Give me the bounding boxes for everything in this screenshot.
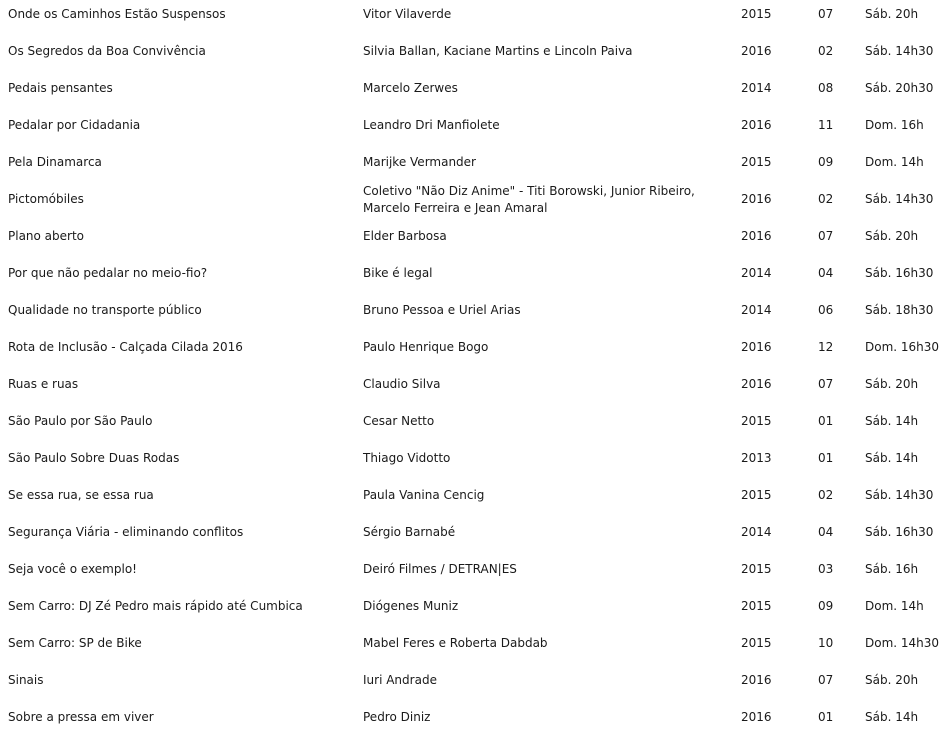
film-year: 2016	[741, 710, 772, 724]
film-year: 2016	[741, 340, 772, 354]
film-author: Bruno Pessoa e Uriel Arias	[363, 303, 521, 317]
film-author: Diógenes Muniz	[363, 599, 459, 613]
film-year: 2016	[741, 229, 772, 243]
film-month: 11	[818, 118, 834, 132]
film-year: 2015	[741, 414, 772, 428]
film-session: Sáb. 14h30	[865, 44, 934, 58]
film-year: 2015	[741, 155, 772, 169]
table-row	[0, 144, 942, 181]
film-author: Thiago Vidotto	[363, 451, 451, 465]
film-year: 2014	[741, 266, 772, 280]
film-session: Sáb. 20h	[865, 673, 919, 687]
film-author: Coletivo "Não Diz Anime" - Titi Borowski, Junior Ribeiro, Marcelo Ferreira e Jean Amaral	[363, 183, 695, 215]
film-title: Pedais pensantes	[8, 81, 113, 95]
film-month: 10	[818, 636, 834, 650]
film-title: Pedalar por Cidadania	[8, 118, 141, 132]
film-title: Por que não pedalar no meio-fio?	[8, 266, 208, 280]
film-month: 03	[818, 562, 834, 576]
film-title: Pictomóbiles	[8, 192, 84, 206]
film-title: Sem Carro: DJ Zé Pedro mais rápido até Cumbica	[8, 599, 303, 613]
film-month: 04	[818, 525, 834, 539]
film-author: Leandro Dri Manfiolete	[363, 118, 500, 132]
film-author: Elder Barbosa	[363, 229, 447, 243]
film-year: 2015	[741, 7, 772, 21]
table-row	[0, 292, 942, 329]
film-session: Dom. 16h30	[865, 340, 940, 354]
film-month: 07	[818, 673, 834, 687]
film-session: Sáb. 18h30	[865, 303, 934, 317]
table-row	[0, 551, 942, 588]
table-row	[0, 181, 942, 218]
film-session: Sáb. 14h	[865, 414, 919, 428]
table-row	[0, 366, 942, 403]
film-author: Sérgio Barnabé	[363, 525, 456, 539]
table-row	[0, 107, 942, 144]
film-month: 02	[818, 44, 834, 58]
film-title: São Paulo por São Paulo	[8, 414, 153, 428]
film-month: 07	[818, 7, 834, 21]
film-month: 04	[818, 266, 834, 280]
film-month: 07	[818, 377, 834, 391]
film-author: Paulo Henrique Bogo	[363, 340, 489, 354]
film-session: Sáb. 14h30	[865, 192, 934, 206]
table-row	[0, 33, 942, 70]
film-month: 02	[818, 192, 834, 206]
film-year: 2016	[741, 118, 772, 132]
table-row	[0, 218, 942, 255]
film-author: Vitor Vilaverde	[363, 7, 452, 21]
film-title: Pela Dinamarca	[8, 155, 102, 169]
film-month: 12	[818, 340, 834, 354]
film-author: Iuri Andrade	[363, 673, 437, 687]
film-year: 2015	[741, 488, 772, 502]
film-session: Sáb. 14h30	[865, 488, 934, 502]
film-title: Sinais	[8, 673, 44, 687]
table-row	[0, 255, 942, 292]
film-month: 08	[818, 81, 834, 95]
film-title: Ruas e ruas	[8, 377, 79, 391]
table-row	[0, 625, 942, 662]
film-year: 2015	[741, 599, 772, 613]
film-year: 2015	[741, 562, 772, 576]
film-month: 09	[818, 155, 834, 169]
film-session: Sáb. 20h	[865, 229, 919, 243]
film-session: Dom. 16h	[865, 118, 924, 132]
film-month: 07	[818, 229, 834, 243]
film-author: Cesar Netto	[363, 414, 435, 428]
film-year: 2016	[741, 377, 772, 391]
film-session: Dom. 14h	[865, 155, 924, 169]
film-month: 06	[818, 303, 834, 317]
film-month: 09	[818, 599, 834, 613]
film-year: 2013	[741, 451, 772, 465]
table-row	[0, 403, 942, 440]
film-author: Silvia Ballan, Kaciane Martins e Lincoln Paiva	[363, 44, 633, 58]
film-session: Sáb. 14h	[865, 451, 919, 465]
film-month: 01	[818, 451, 834, 465]
film-year: 2015	[741, 636, 772, 650]
film-author: Marijke Vermander	[363, 155, 476, 169]
film-month: 01	[818, 414, 834, 428]
table-row	[0, 477, 942, 514]
film-title: Segurança Viária - eliminando conflitos	[8, 525, 244, 539]
film-title: São Paulo Sobre Duas Rodas	[8, 451, 180, 465]
film-title: Qualidade no transporte público	[8, 303, 202, 317]
film-author: Pedro Diniz	[363, 710, 431, 724]
film-author: Deiró Filmes / DETRAN|ES	[363, 562, 517, 576]
table-row	[0, 329, 942, 366]
film-session: Sáb. 14h	[865, 710, 919, 724]
table-row	[0, 514, 942, 551]
table-row	[0, 662, 942, 699]
film-title: Rota de Inclusão - Calçada Cilada 2016	[8, 340, 243, 354]
film-author: Bike é legal	[363, 266, 433, 280]
film-session: Sáb. 16h30	[865, 525, 934, 539]
film-session: Sáb. 16h	[865, 562, 919, 576]
film-session: Sáb. 16h30	[865, 266, 934, 280]
film-title: Se essa rua, se essa rua	[8, 488, 154, 502]
film-year: 2016	[741, 192, 772, 206]
film-month: 01	[818, 710, 834, 724]
film-session: Sáb. 20h	[865, 7, 919, 21]
film-session: Dom. 14h	[865, 599, 924, 613]
film-session: Dom. 14h30	[865, 636, 940, 650]
table-row	[0, 440, 942, 477]
film-title: Plano aberto	[8, 229, 85, 243]
film-title: Sobre a pressa em viver	[8, 710, 154, 724]
film-year: 2016	[741, 673, 772, 687]
table-row	[0, 588, 942, 625]
film-title: Seja você o exemplo!	[8, 562, 137, 576]
film-author: Mabel Feres e Roberta Dabdab	[363, 636, 548, 650]
film-title: Os Segredos da Boa Convivência	[8, 44, 206, 58]
film-year: 2014	[741, 81, 772, 95]
film-session: Sáb. 20h30	[865, 81, 934, 95]
film-year: 2014	[741, 525, 772, 539]
table-row	[0, 699, 942, 736]
film-month: 02	[818, 488, 834, 502]
film-author: Claudio Silva	[363, 377, 441, 391]
table-row	[0, 70, 942, 107]
film-author: Marcelo Zerwes	[363, 81, 458, 95]
film-year: 2014	[741, 303, 772, 317]
film-year: 2016	[741, 44, 772, 58]
film-author: Paula Vanina Cencig	[363, 488, 485, 502]
film-session: Sáb. 20h	[865, 377, 919, 391]
table-row	[0, 0, 942, 33]
film-title: Sem Carro: SP de Bike	[8, 636, 142, 650]
film-title: Onde os Caminhos Estão Suspensos	[8, 7, 226, 21]
